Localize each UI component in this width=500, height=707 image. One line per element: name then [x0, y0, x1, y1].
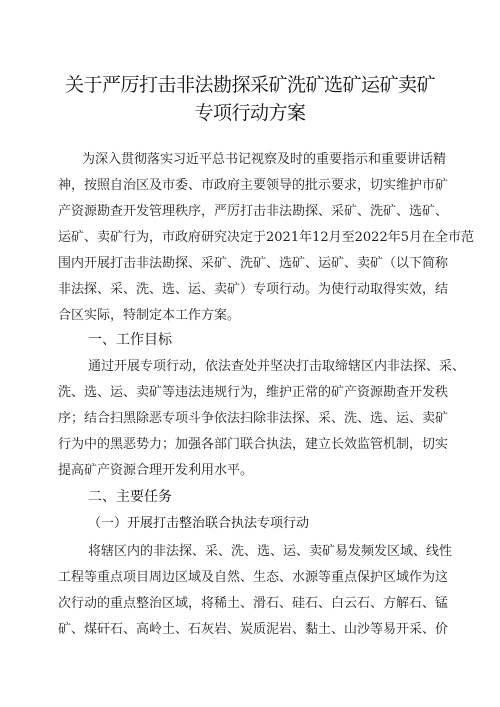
- section2-line: 次行动的重点整治区域，将稀土、滑石、硅石、白云石、方解石、锰: [58, 596, 449, 611]
- section-heading-goals: 一、工作目标: [88, 332, 172, 348]
- intro-line: 产资源勘查开发管理秩序，严厉打击非法勘探、采矿、洗矿、选矿、: [58, 204, 449, 219]
- document-title-line-2: 专项行动方案: [194, 102, 306, 124]
- document-title-line-1: 关于严厉打击非法勘探采矿洗矿选矿运矿卖矿: [64, 74, 435, 96]
- intro-line: 神，按照自治区及市委、市政府主要领导的批示要求，切实维护市矿: [58, 178, 449, 193]
- subsection-heading: （一）开展打击整治联合执法专项行动: [88, 516, 310, 531]
- intro-line: 非法探、采、洗、选、运、卖矿）专项行动。为使行动取得实效，结: [58, 282, 449, 297]
- intro-line: 合区实际，特制定本工作方案。: [58, 308, 241, 323]
- section2-line: 将辖区内的非法探、采、洗、选、运、卖矿易发频发区域、线性: [88, 544, 453, 559]
- section2-line: 矿、煤矸石、高岭土、石灰岩、炭质泥岩、黏土、山沙等易开采、价: [58, 622, 449, 637]
- section1-line: 行为中的黑恶势力；加强各部门联合执法，建立长效监管机制，切实: [58, 437, 449, 452]
- section1-line: 提高矿产资源合理开发利用水平。: [58, 463, 254, 478]
- section2-line: 工程等重点项目周边区域及自然、生态、水源等重点保护区域作为这: [58, 570, 449, 585]
- section1-line: 通过开展专项行动，依法查处并坚决打击取缔辖区内非法探、采、: [88, 359, 466, 374]
- intro-line: 运矿、卖矿行为，市政府研究决定于2021年12月至2022年5月在全市范: [58, 230, 474, 245]
- intro-line: 为深入贯彻落实习近平总书记视察及时的重要指示和重要讲话精: [82, 152, 447, 167]
- section1-line: 洗、选、运、卖矿等违法违规行为，维护正常的矿产资源勘查开发秩: [58, 385, 449, 400]
- section1-line: 序；结合扫黑除恶专项斗争依法扫除非法探、采、洗、选、运、卖矿: [58, 411, 449, 426]
- intro-line: 围内开展打击非法勘探、采矿、洗矿、选矿、运矿、卖矿（以下简称: [58, 256, 449, 271]
- section-heading-tasks: 二、主要任务: [88, 489, 172, 505]
